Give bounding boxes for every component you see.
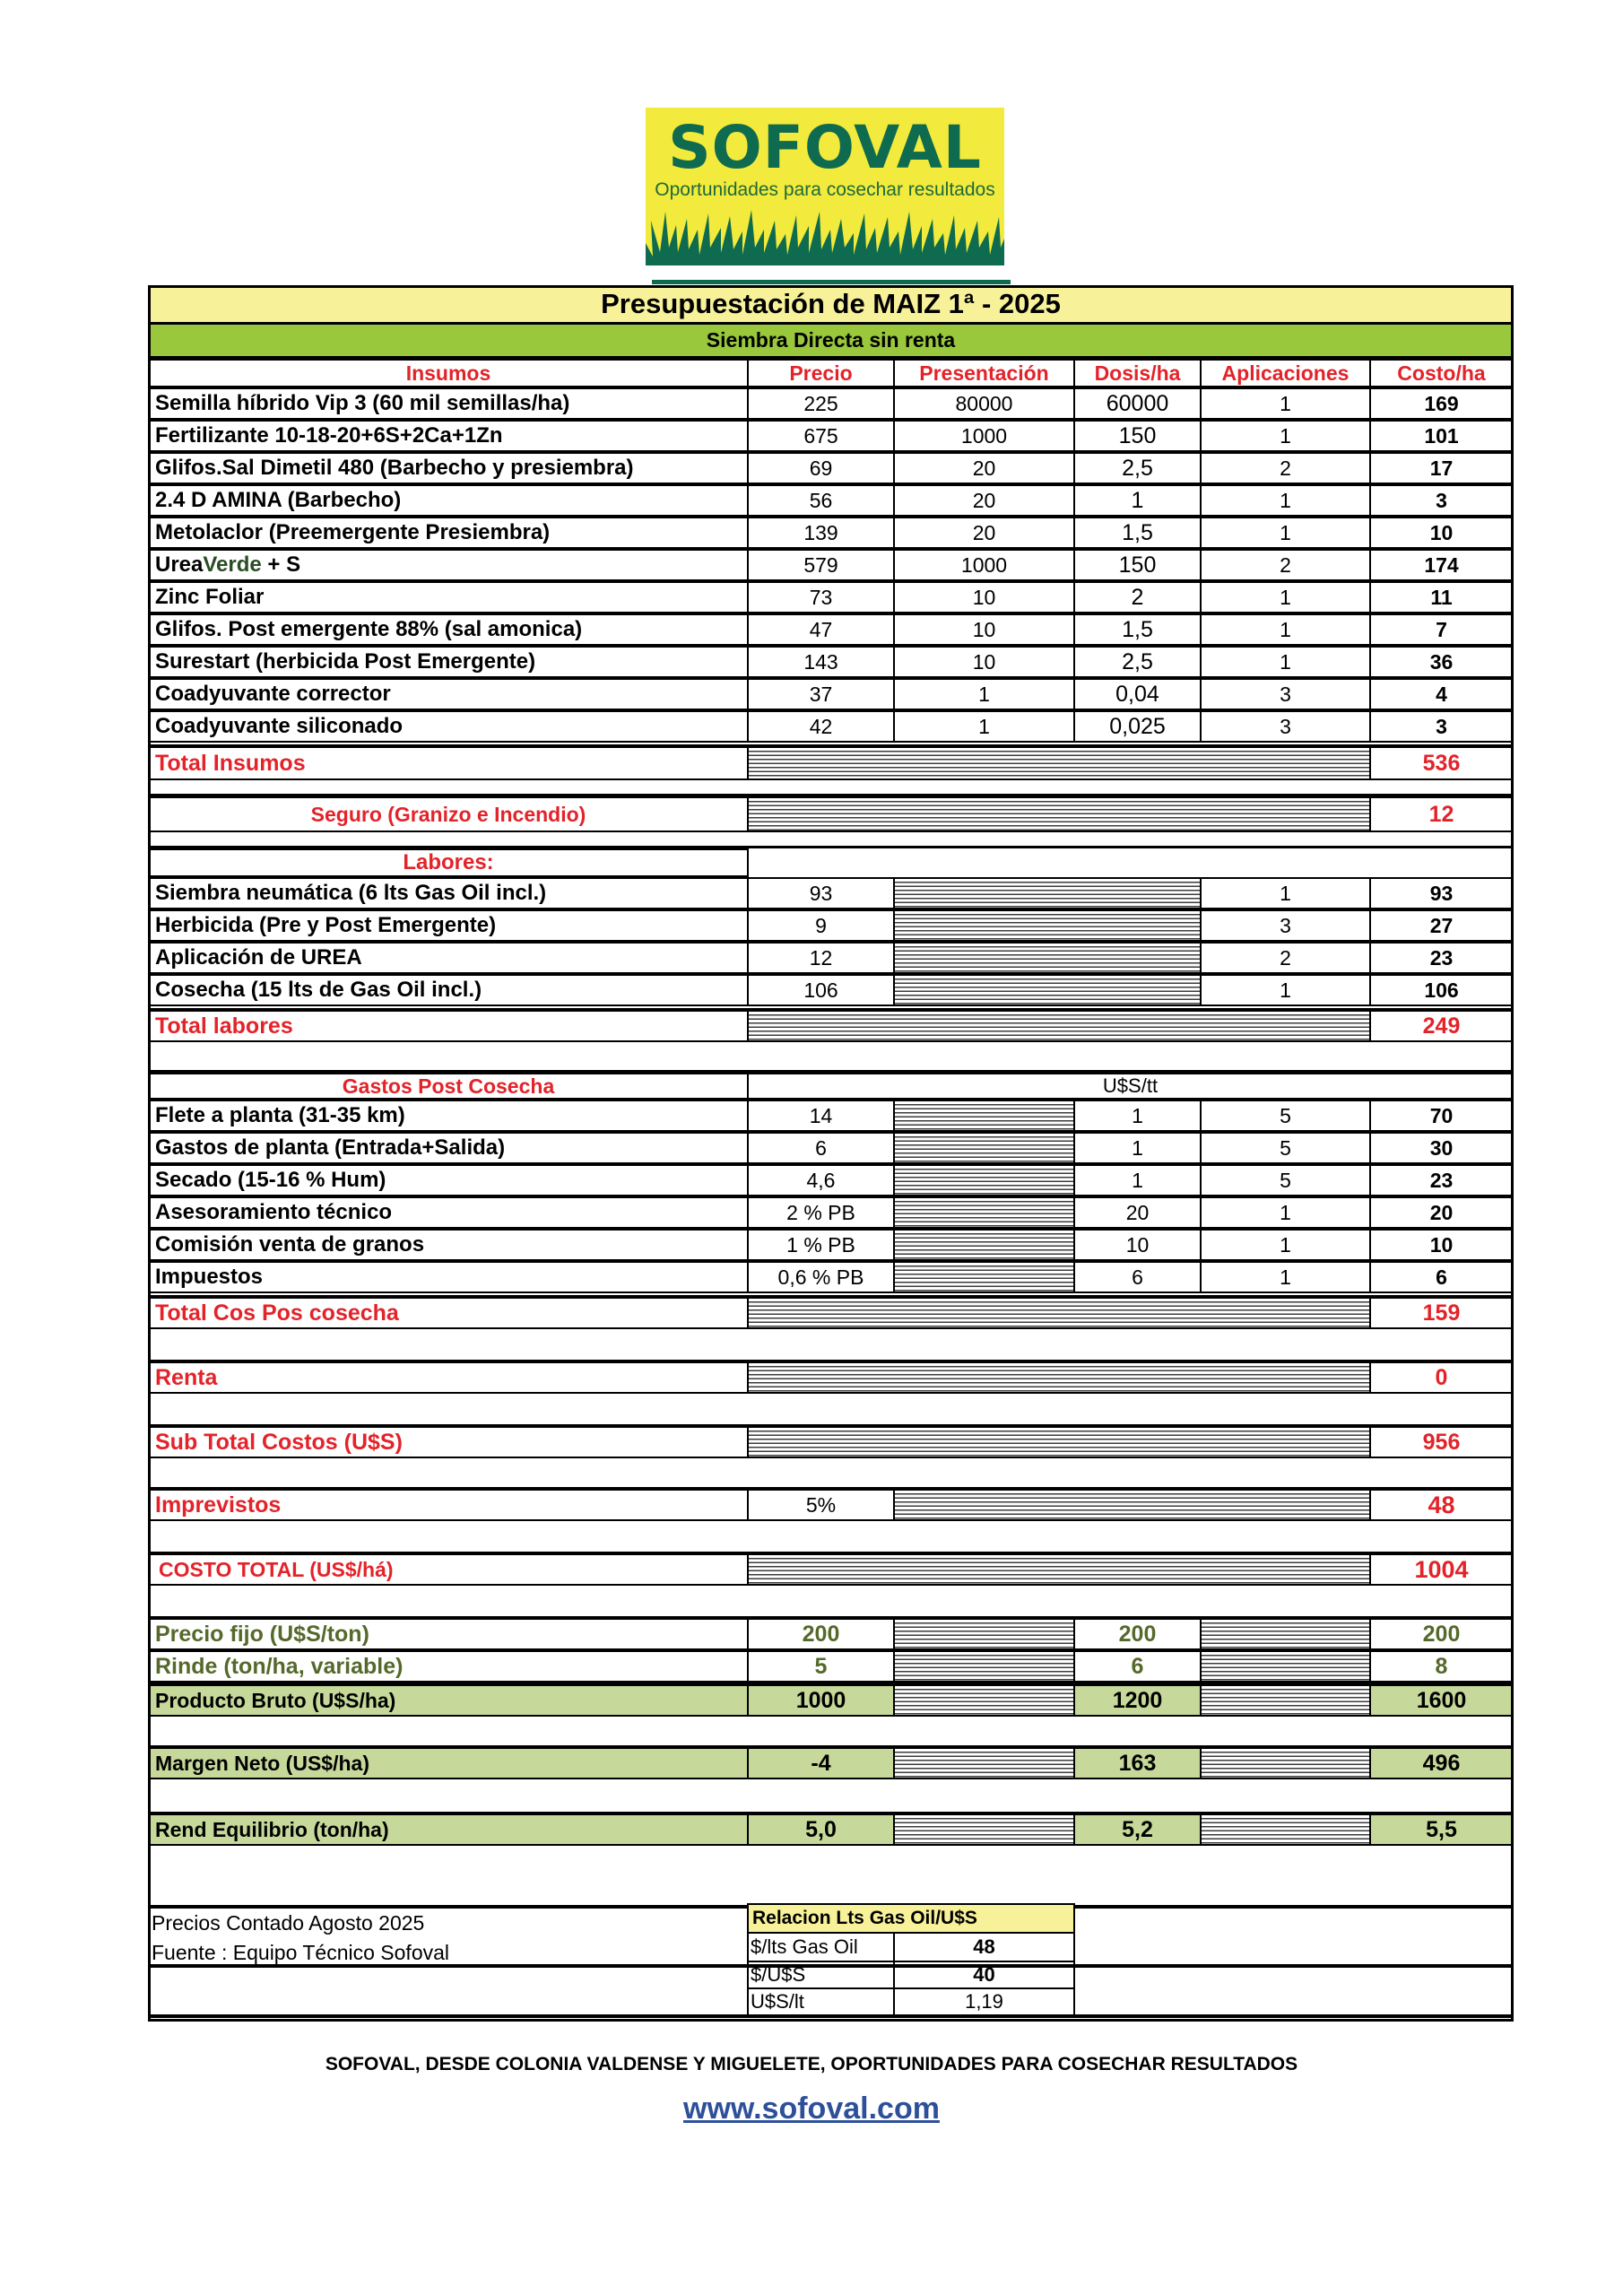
rinde-label: Rinde (ton/ha, variable) — [148, 1650, 749, 1683]
hatched-cell — [893, 1616, 1075, 1650]
labor-costo: 27 — [1369, 909, 1514, 942]
col-header-precio: Precio — [747, 359, 895, 387]
total-labores-value: 249 — [1369, 1008, 1514, 1042]
item-name — [148, 549, 749, 581]
item-dosis: 60000 — [1073, 387, 1202, 420]
labor-costo: 93 — [1369, 877, 1514, 909]
spacer-row — [148, 832, 1514, 848]
table-row — [148, 517, 1514, 549]
labor-precio: 106 — [747, 974, 895, 1006]
labor-precio: 9 — [747, 909, 895, 942]
post-cosecha-aplicaciones: 5 — [1200, 1100, 1371, 1132]
table-row — [148, 1164, 1514, 1196]
post-cosecha-name: Flete a planta (31-35 km) — [148, 1100, 749, 1132]
item-name: Glifos. Post emergente 88% (sal amonica) — [148, 613, 749, 646]
hatched-cell — [893, 942, 1202, 974]
rinde-value-2: 6 — [1073, 1650, 1202, 1683]
item-name: Surestart (herbicida Post Emergente) — [148, 646, 749, 678]
spacer-row — [148, 1521, 1514, 1552]
hatched-cell — [1200, 1745, 1371, 1779]
post-cosecha-costo: 10 — [1369, 1229, 1514, 1261]
table-row — [148, 678, 1514, 710]
item-dosis: 1,5 — [1073, 517, 1202, 549]
title-row — [148, 285, 1514, 325]
labor-name: Cosecha (15 lts de Gas Oil incl.) — [148, 974, 749, 1006]
post-cosecha-dosis: 20 — [1073, 1196, 1202, 1229]
hatched-cell — [747, 1424, 1371, 1458]
table-bottom-border — [148, 2014, 1514, 2018]
spacer-row — [148, 1394, 1514, 1424]
item-name-verde: Verde — [203, 552, 262, 577]
item-costo: 174 — [1369, 549, 1514, 581]
post-cosecha-precio: 14 — [747, 1100, 895, 1132]
hatched-cell — [893, 909, 1202, 942]
item-precio: 69 — [747, 452, 895, 484]
precio-fijo-value-2: 200 — [1073, 1616, 1202, 1650]
margen-neto-value-1: -4 — [747, 1745, 895, 1779]
hatched-cell — [893, 877, 1202, 909]
margen-neto-label: Margen Neto (US$/ha) — [148, 1745, 749, 1779]
hatched-cell — [1200, 1683, 1371, 1717]
column-header-row — [148, 359, 1514, 387]
item-aplicaciones: 2 — [1200, 452, 1371, 484]
total-post-cosecha-value: 159 — [1369, 1295, 1514, 1329]
item-presentacion: 10 — [893, 613, 1075, 646]
hatched-cell — [893, 1487, 1371, 1521]
renta-label: Renta — [148, 1360, 749, 1394]
empty-cell — [747, 848, 1514, 877]
post-cosecha-unit: U$S/tt — [747, 1073, 1514, 1100]
post-cosecha-name: Gastos de planta (Entrada+Salida) — [148, 1132, 749, 1164]
post-cosecha-aplicaciones: 1 — [1200, 1196, 1371, 1229]
margen-neto-row — [148, 1745, 1514, 1779]
rend-equilibrio-value-2: 5,2 — [1073, 1812, 1202, 1846]
labores-header-row — [148, 848, 1514, 877]
table-row — [148, 1132, 1514, 1164]
table-row — [148, 710, 1514, 743]
item-precio: 37 — [747, 678, 895, 710]
hatched-cell — [893, 1745, 1075, 1779]
relacion-label: U$S/lt — [747, 1987, 895, 2016]
post-cosecha-precio: 0,6 % PB — [747, 1261, 895, 1293]
item-presentacion: 1000 — [893, 420, 1075, 452]
item-aplicaciones: 3 — [1200, 678, 1371, 710]
item-aplicaciones: 3 — [1200, 710, 1371, 743]
item-dosis: 2,5 — [1073, 452, 1202, 484]
imprevistos-label: Imprevistos — [148, 1487, 749, 1521]
hatched-cell — [747, 796, 1371, 832]
post-cosecha-costo: 23 — [1369, 1164, 1514, 1196]
logo-brand: SOFOVAL — [668, 113, 982, 182]
post-cosecha-name: Comisión venta de granos — [148, 1229, 749, 1261]
rinde-value-1: 5 — [747, 1650, 895, 1683]
relacion-label: $/lts Gas Oil — [747, 1932, 895, 1962]
item-name: 2.4 D AMINA (Barbecho) — [148, 484, 749, 517]
post-cosecha-precio: 1 % PB — [747, 1229, 895, 1261]
labor-name: Siembra neumática (6 lts Gas Oil incl.) — [148, 877, 749, 909]
relacion-header: Relacion Lts Gas Oil/U$S — [747, 1903, 1075, 1934]
item-dosis: 1,5 — [1073, 613, 1202, 646]
table-row — [148, 484, 1514, 517]
item-dosis: 1 — [1073, 484, 1202, 517]
producto-bruto-value-1: 1000 — [747, 1683, 895, 1717]
item-aplicaciones: 2 — [1200, 549, 1371, 581]
item-aplicaciones: 1 — [1200, 646, 1371, 678]
hatched-cell — [893, 974, 1202, 1006]
hatched-cell — [1200, 1616, 1371, 1650]
rinde-row — [148, 1650, 1514, 1683]
post-cosecha-aplicaciones: 1 — [1200, 1229, 1371, 1261]
post-cosecha-costo: 20 — [1369, 1196, 1514, 1229]
post-cosecha-name: Asesoramiento técnico — [148, 1196, 749, 1229]
imprevistos-pct: 5% — [747, 1487, 895, 1521]
post-cosecha-header: Gastos Post Cosecha — [148, 1073, 749, 1100]
spacer-row — [148, 780, 1514, 796]
item-costo: 7 — [1369, 613, 1514, 646]
item-costo: 36 — [1369, 646, 1514, 678]
labor-aplicaciones: 1 — [1200, 974, 1371, 1006]
precio-fijo-label: Precio fijo (U$S/ton) — [148, 1616, 749, 1650]
hatched-cell — [893, 1650, 1075, 1683]
seguro-row — [148, 796, 1514, 832]
item-dosis: 150 — [1073, 420, 1202, 452]
table-row — [148, 1229, 1514, 1261]
table-row — [148, 646, 1514, 678]
labor-costo: 23 — [1369, 942, 1514, 974]
total-insumos-row — [148, 744, 1514, 780]
subtitle-row — [148, 325, 1514, 359]
item-aplicaciones: 1 — [1200, 517, 1371, 549]
post-cosecha-name: Secado (15-16 % Hum) — [148, 1164, 749, 1196]
total-labores-label: Total labores — [148, 1008, 749, 1042]
subtotal-label: Sub Total Costos (U$S) — [148, 1424, 749, 1458]
hatched-cell — [893, 1812, 1075, 1846]
col-header-costo: Costo/ha — [1369, 359, 1514, 387]
table-row — [148, 387, 1514, 420]
item-name: Metolaclor (Preemergente Presiembra) — [148, 517, 749, 549]
post-cosecha-header-row — [148, 1073, 1514, 1100]
post-cosecha-dosis: 10 — [1073, 1229, 1202, 1261]
item-precio: 225 — [747, 387, 895, 420]
table-row — [148, 1100, 1514, 1132]
item-name-part: + S — [261, 552, 301, 577]
hatched-cell — [893, 1683, 1075, 1717]
total-insumos-label: Total Insumos — [148, 744, 749, 780]
table-row — [148, 942, 1514, 974]
rend-equilibrio-value-1: 5,0 — [747, 1812, 895, 1846]
post-cosecha-dosis: 1 — [1073, 1164, 1202, 1196]
spacer-row — [148, 1329, 1514, 1360]
item-aplicaciones: 1 — [1200, 420, 1371, 452]
post-cosecha-aplicaciones: 5 — [1200, 1164, 1371, 1196]
item-costo: 11 — [1369, 581, 1514, 613]
item-dosis: 0,025 — [1073, 710, 1202, 743]
item-dosis: 2 — [1073, 581, 1202, 613]
item-presentacion: 1 — [893, 710, 1075, 743]
imprevistos-value: 48 — [1369, 1487, 1514, 1521]
relacion-value: 40 — [893, 1961, 1075, 1989]
item-presentacion: 10 — [893, 581, 1075, 613]
margen-neto-value-2: 163 — [1073, 1745, 1202, 1779]
renta-value: 0 — [1369, 1360, 1514, 1394]
grass-icon — [646, 203, 1004, 265]
table-row — [148, 420, 1514, 452]
item-precio: 73 — [747, 581, 895, 613]
table-row — [148, 452, 1514, 484]
item-dosis: 0,04 — [1073, 678, 1202, 710]
item-presentacion: 20 — [893, 517, 1075, 549]
table-row — [148, 1261, 1514, 1293]
post-cosecha-costo: 70 — [1369, 1100, 1514, 1132]
item-aplicaciones: 1 — [1200, 581, 1371, 613]
item-aplicaciones: 1 — [1200, 387, 1371, 420]
hatched-cell — [747, 744, 1371, 780]
labor-aplicaciones: 1 — [1200, 877, 1371, 909]
table-row — [148, 974, 1514, 1006]
hatched-cell — [893, 1100, 1075, 1132]
item-name: Coadyuvante corrector — [148, 678, 749, 710]
hatched-cell — [747, 1295, 1371, 1329]
hatched-cell — [893, 1196, 1075, 1229]
hatched-cell — [1200, 1650, 1371, 1683]
relacion-value: 1,19 — [893, 1987, 1075, 2016]
hatched-cell — [747, 1360, 1371, 1394]
item-presentacion: 1000 — [893, 549, 1075, 581]
item-costo: 3 — [1369, 484, 1514, 517]
item-presentacion: 10 — [893, 646, 1075, 678]
total-insumos-value: 536 — [1369, 744, 1514, 780]
item-presentacion: 1 — [893, 678, 1075, 710]
spacer-row — [148, 1042, 1514, 1073]
item-name: Zinc Foliar — [148, 581, 749, 613]
item-precio: 42 — [747, 710, 895, 743]
page-title: Presupuestación de MAIZ 1ª - 2025 — [601, 287, 1061, 319]
hatched-cell — [893, 1261, 1075, 1293]
costo-total-row — [148, 1552, 1514, 1586]
item-dosis: 150 — [1073, 549, 1202, 581]
labor-name: Herbicida (Pre y Post Emergente) — [148, 909, 749, 942]
spacer-row — [148, 1586, 1514, 1616]
post-cosecha-aplicaciones: 5 — [1200, 1132, 1371, 1164]
item-costo: 101 — [1369, 420, 1514, 452]
item-precio: 139 — [747, 517, 895, 549]
labor-name: Aplicación de UREA — [148, 942, 749, 974]
costo-total-label: COSTO TOTAL (US$/há) — [148, 1552, 749, 1586]
post-cosecha-costo: 30 — [1369, 1132, 1514, 1164]
imprevistos-row — [148, 1487, 1514, 1521]
subtotal-value: 956 — [1369, 1424, 1514, 1458]
table-row — [148, 581, 1514, 613]
col-header-presentacion: Presentación — [893, 359, 1075, 387]
renta-row — [148, 1360, 1514, 1394]
table-row — [148, 1196, 1514, 1229]
relacion-label: $/U$S — [747, 1961, 895, 1989]
relacion-value: 48 — [893, 1932, 1075, 1962]
post-cosecha-name: Impuestos — [148, 1261, 749, 1293]
logo-underline — [652, 280, 1011, 284]
seguro-label: Seguro (Granizo e Incendio) — [148, 796, 749, 832]
item-precio: 47 — [747, 613, 895, 646]
labor-precio: 93 — [747, 877, 895, 909]
item-precio: 56 — [747, 484, 895, 517]
total-post-cosecha-row — [148, 1295, 1514, 1329]
precios-note: Precios Contado Agosto 2025 — [152, 1911, 425, 1935]
costo-total-value: 1004 — [1369, 1552, 1514, 1586]
seguro-value: 12 — [1369, 796, 1514, 832]
table-row — [148, 909, 1514, 942]
spacer-row — [148, 1458, 1514, 1487]
item-name-part: Urea — [155, 552, 204, 577]
footer-slogan: SOFOVAL, DESDE COLONIA VALDENSE Y MIGUELETE, OPORTUNIDADES PARA COSECHAR RESULTADOS — [325, 2054, 1298, 2074]
labor-precio: 12 — [747, 942, 895, 974]
item-precio: 579 — [747, 549, 895, 581]
item-presentacion: 80000 — [893, 387, 1075, 420]
spacer-row — [148, 1717, 1514, 1745]
item-aplicaciones: 1 — [1200, 613, 1371, 646]
post-cosecha-precio: 6 — [747, 1132, 895, 1164]
post-cosecha-precio: 4,6 — [747, 1164, 895, 1196]
col-header-dosis: Dosis/ha — [1073, 359, 1202, 387]
item-dosis: 2,5 — [1073, 646, 1202, 678]
rinde-value-3: 8 — [1369, 1650, 1514, 1683]
margen-neto-value-3: 496 — [1369, 1745, 1514, 1779]
spacer-row — [148, 1779, 1514, 1812]
precio-fijo-value-3: 200 — [1369, 1616, 1514, 1650]
logo-tagline: Oportunidades para cosechar resultados — [655, 179, 995, 200]
hatched-cell — [893, 1132, 1075, 1164]
item-costo: 3 — [1369, 710, 1514, 743]
post-cosecha-dosis: 6 — [1073, 1261, 1202, 1293]
producto-bruto-value-2: 1200 — [1073, 1683, 1202, 1717]
producto-bruto-row — [148, 1683, 1514, 1717]
item-presentacion: 20 — [893, 452, 1075, 484]
producto-bruto-value-3: 1600 — [1369, 1683, 1514, 1717]
labores-header: Labores: — [148, 848, 749, 877]
item-costo: 4 — [1369, 678, 1514, 710]
hatched-cell — [893, 1229, 1075, 1261]
rend-equilibrio-row — [148, 1812, 1514, 1846]
labor-costo: 106 — [1369, 974, 1514, 1006]
total-post-cosecha-label: Total Cos Pos cosecha — [148, 1295, 749, 1329]
rend-equilibrio-value-3: 5,5 — [1369, 1812, 1514, 1846]
item-precio: 675 — [747, 420, 895, 452]
post-cosecha-precio: 2 % PB — [747, 1196, 895, 1229]
post-cosecha-dosis: 1 — [1073, 1100, 1202, 1132]
col-header-aplicaciones: Aplicaciones — [1200, 359, 1371, 387]
page-subtitle: Siembra Directa sin renta — [706, 328, 956, 352]
producto-bruto-label: Producto Bruto (U$S/ha) — [148, 1683, 749, 1717]
item-name: Semilla híbrido Vip 3 (60 mil semillas/ha) — [148, 387, 749, 420]
post-cosecha-costo: 6 — [1369, 1261, 1514, 1293]
hatched-cell — [747, 1008, 1371, 1042]
precio-fijo-value-1: 200 — [747, 1616, 895, 1650]
table-row — [148, 877, 1514, 909]
hatched-cell — [1200, 1812, 1371, 1846]
item-aplicaciones: 1 — [1200, 484, 1371, 517]
item-precio: 143 — [747, 646, 895, 678]
precio-fijo-row — [148, 1616, 1514, 1650]
item-costo: 169 — [1369, 387, 1514, 420]
subtotal-row — [148, 1424, 1514, 1458]
post-cosecha-dosis: 1 — [1073, 1132, 1202, 1164]
fuente-note: Fuente : Equipo Técnico Sofoval — [152, 1941, 450, 1964]
post-cosecha-aplicaciones: 1 — [1200, 1261, 1371, 1293]
table-row — [148, 613, 1514, 646]
website-link[interactable]: www.sofoval.com — [683, 2092, 940, 2126]
item-name: Glifos.Sal Dimetil 480 (Barbecho y presiembra) — [148, 452, 749, 484]
sofoval-logo — [646, 108, 1004, 265]
total-labores-row — [148, 1008, 1514, 1042]
labor-aplicaciones: 2 — [1200, 942, 1371, 974]
hatched-cell — [747, 1552, 1371, 1586]
table-row — [148, 549, 1514, 581]
rend-equilibrio-label: Rend Equilibrio (ton/ha) — [148, 1812, 749, 1846]
item-costo: 17 — [1369, 452, 1514, 484]
item-name: Fertilizante 10-18-20+6S+2Ca+1Zn — [148, 420, 749, 452]
item-presentacion: 20 — [893, 484, 1075, 517]
col-header-item: Insumos — [148, 359, 749, 387]
item-name: Coadyuvante siliconado — [148, 710, 749, 743]
hatched-cell — [893, 1164, 1075, 1196]
labor-aplicaciones: 3 — [1200, 909, 1371, 942]
item-costo: 10 — [1369, 517, 1514, 549]
